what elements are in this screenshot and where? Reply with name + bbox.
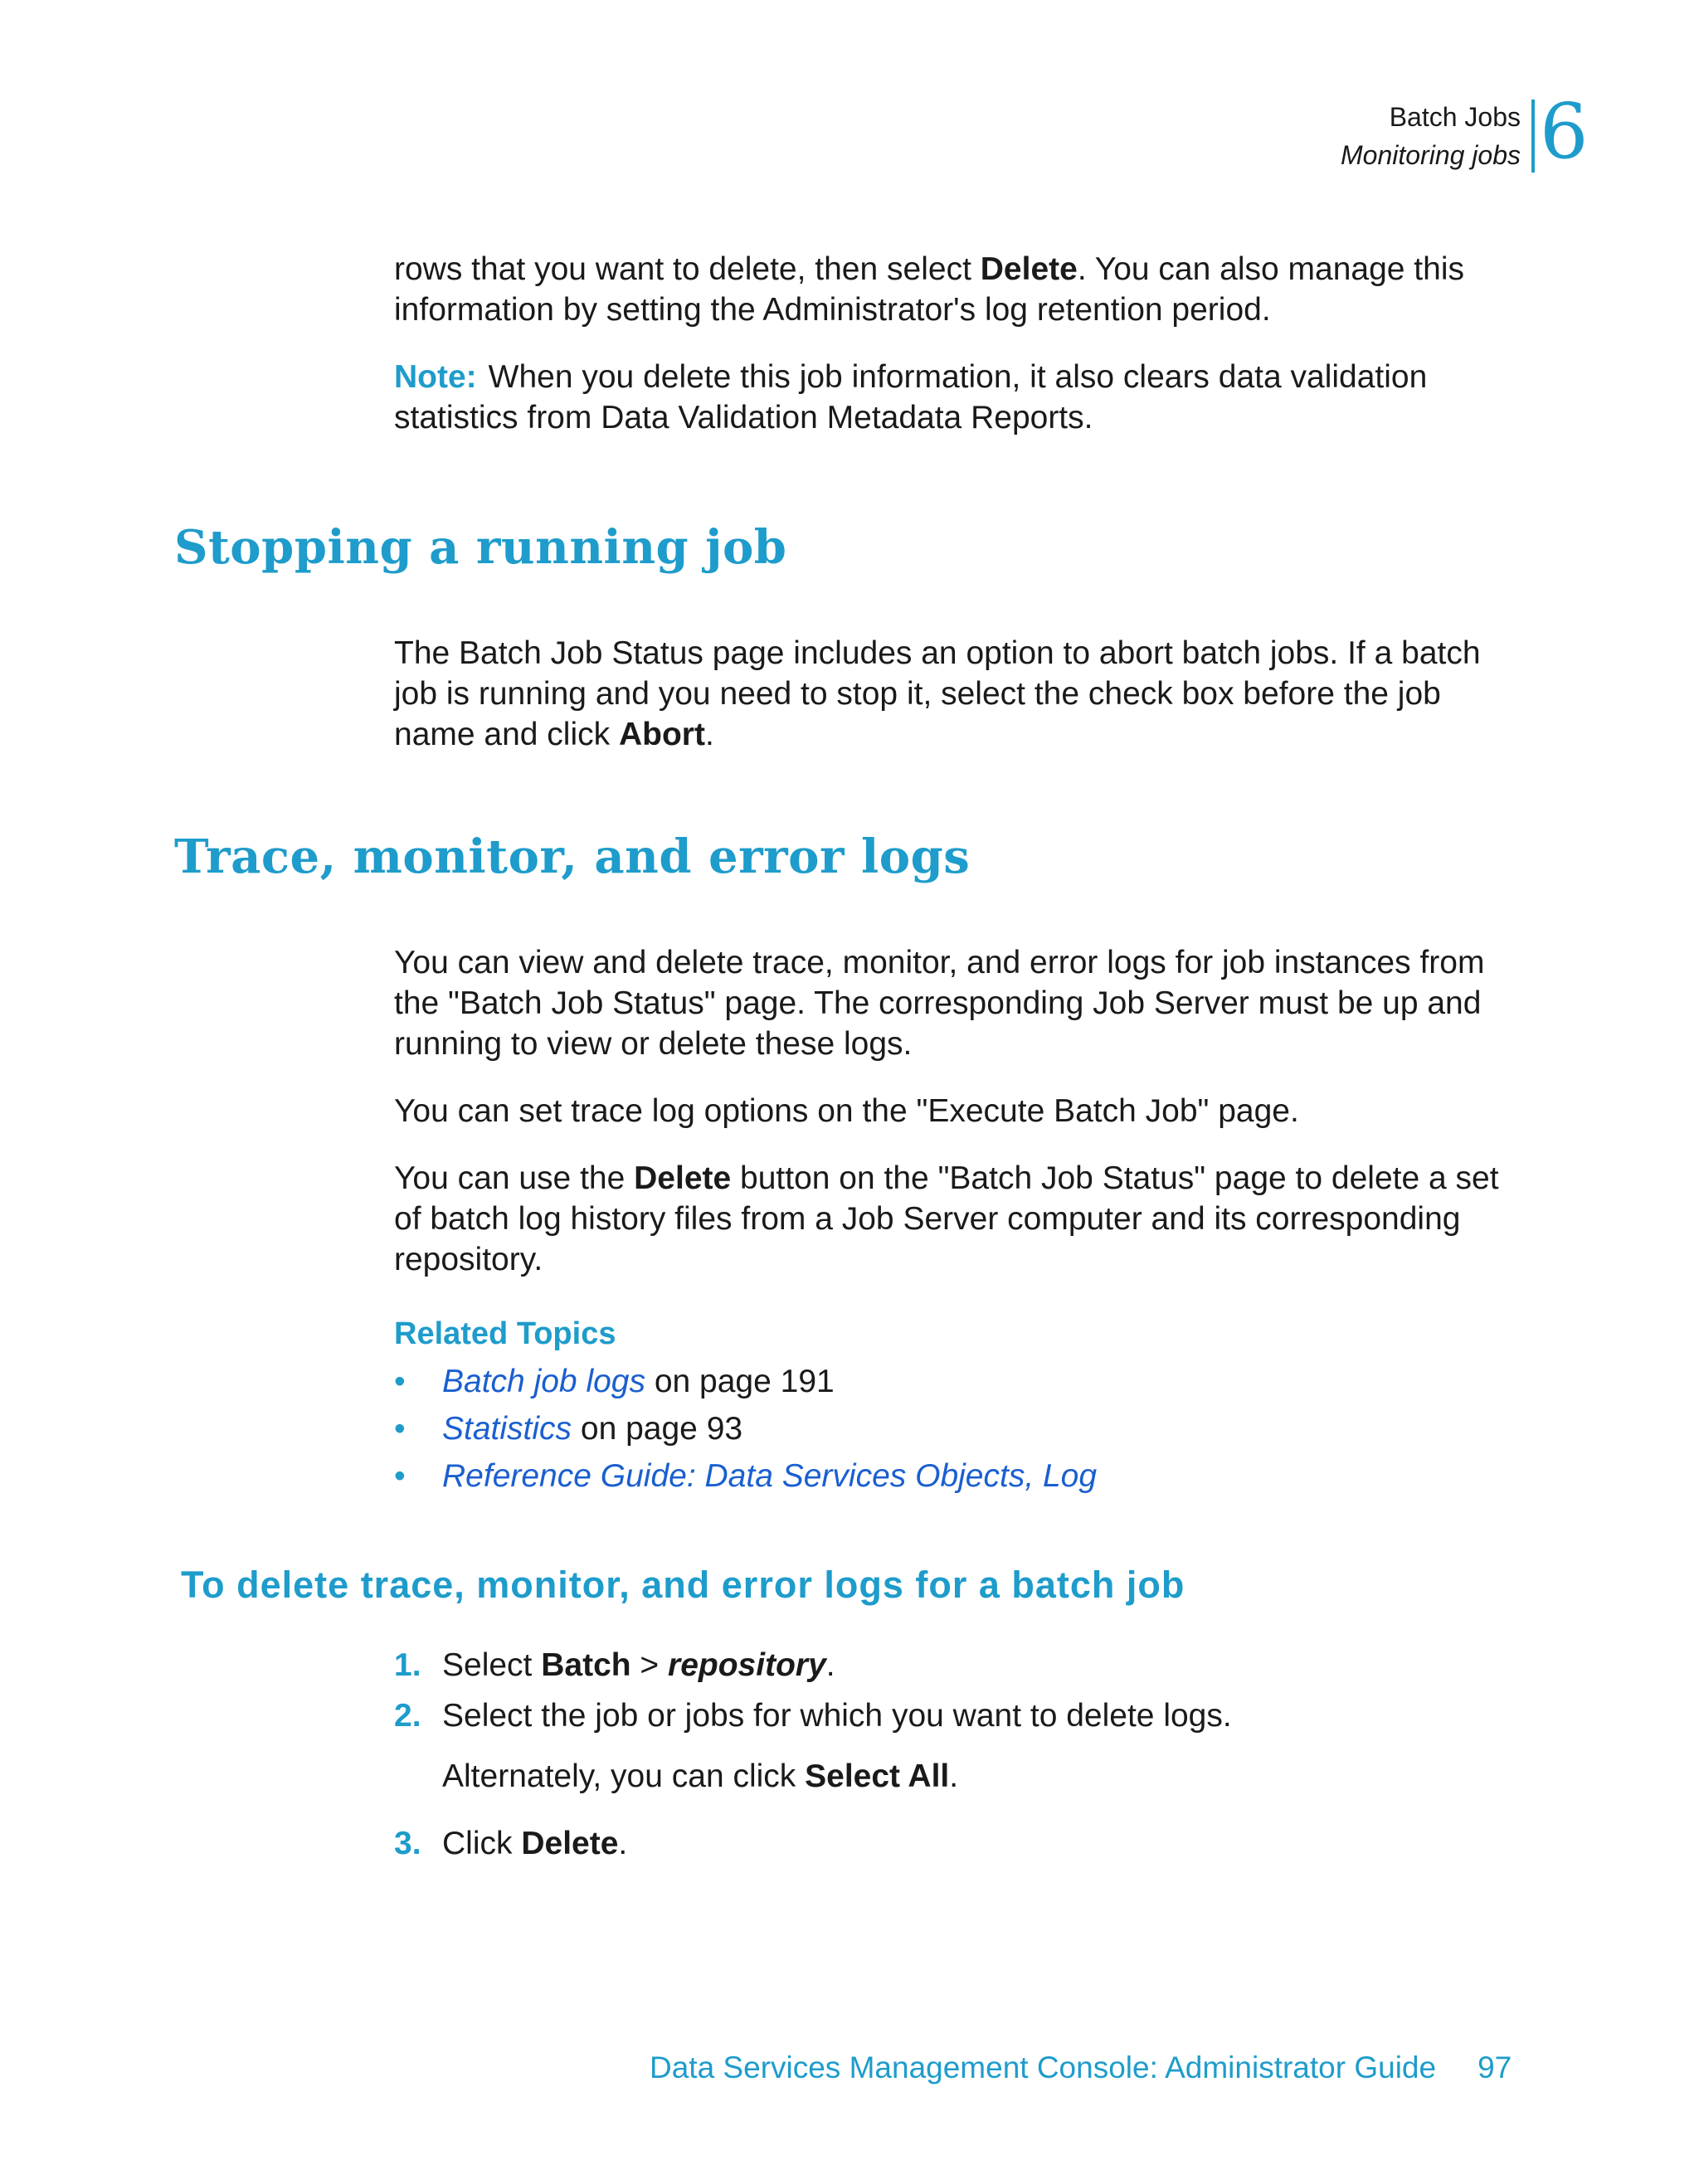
delete-term: Delete xyxy=(521,1826,619,1861)
intro-paragraph: rows that you want to delete, then select Delete. You can also manage this information by setting the Administrator's log retention period. xyxy=(394,251,1464,328)
stopping-paragraph: The Batch Job Status page includes an option to abort batch jobs. If a batch job is running and you need to stop it, select the check box before the job name and click Abort. xyxy=(394,635,1481,752)
step-item: 2. Select the job or jobs for which you want to delete logs. Alternately, you can click Select All. xyxy=(394,1695,1522,1797)
intro-section xyxy=(394,249,1522,438)
delete-button-term: Delete xyxy=(634,1160,732,1196)
related-topics-list xyxy=(394,1358,1522,1500)
procedure-steps xyxy=(394,1645,1522,1864)
list-item xyxy=(394,1452,1522,1500)
batch-menu-term: Batch xyxy=(541,1647,631,1683)
procedure-section xyxy=(394,1645,1522,1864)
step-item: 1. Select Batch > repository. xyxy=(394,1645,1522,1685)
related-topics-heading: Related Topics xyxy=(394,1316,616,1351)
step-item: 3. Click Delete. xyxy=(394,1823,1522,1864)
header-chapter-title: Batch Jobs xyxy=(1389,102,1521,132)
related-link-reference-guide[interactable]: Reference Guide: Data Services Objects, Log xyxy=(442,1458,1098,1494)
heading-stopping-job: Stopping a running job xyxy=(174,520,787,575)
running-header xyxy=(1341,98,1521,174)
bullet-icon: • xyxy=(394,1411,406,1447)
note-label: Note: xyxy=(394,359,477,395)
delete-term: Delete xyxy=(980,251,1078,287)
step-subnote: Alternately, you can click Select All. xyxy=(442,1758,959,1794)
select-all-term: Select All xyxy=(805,1758,950,1794)
related-link-batch-job-logs[interactable]: Batch job logs xyxy=(442,1364,645,1399)
note-text: When you delete this job information, it also clears data validation statistics from Data Validation Metadata Reports. xyxy=(394,359,1428,435)
list-item: • Batch job logs on page 191 xyxy=(394,1358,1522,1405)
logs-paragraph-3: You can use the Delete button on the "Batch Job Status" page to delete a set of batch log history files from a Job Server computer and its corresponding repository. xyxy=(394,1160,1499,1277)
step-number: 3. xyxy=(394,1826,421,1861)
logs-paragraph-2: You can set trace log options on the "Execute Batch Job" page. xyxy=(394,1093,1299,1129)
logs-paragraph-1: You can view and delete trace, monitor, and error logs for job instances from the "Batch Job Status" page. The corresponding Job Server must be up and running to view or delete these logs. xyxy=(394,945,1485,1062)
header-section-title: Monitoring jobs xyxy=(1341,140,1521,170)
footer-title: Data Services Management Console: Administrator Guide xyxy=(650,2050,1437,2084)
chapter-marker-bar xyxy=(1531,100,1535,173)
heading-delete-procedure: To delete trace, monitor, and error logs for a batch job xyxy=(181,1564,1185,1606)
note-paragraph xyxy=(394,357,1522,438)
repository-term: repository xyxy=(668,1647,826,1683)
page-footer xyxy=(650,2047,1512,2089)
logs-section xyxy=(394,942,1522,1500)
abort-term: Abort xyxy=(618,717,705,752)
heading-trace-logs: Trace, monitor, and error logs xyxy=(174,829,971,884)
bullet-icon: • xyxy=(394,1364,406,1399)
step-number: 2. xyxy=(394,1698,421,1734)
bullet-icon: • xyxy=(394,1458,406,1494)
chapter-number: 6 xyxy=(1540,87,1589,176)
related-link-statistics[interactable]: Statistics xyxy=(442,1411,572,1447)
page-number: 97 xyxy=(1477,2050,1512,2084)
step-number: 1. xyxy=(394,1647,421,1683)
list-item: • Statistics on page 93 xyxy=(394,1405,1522,1452)
stopping-section xyxy=(394,633,1522,755)
